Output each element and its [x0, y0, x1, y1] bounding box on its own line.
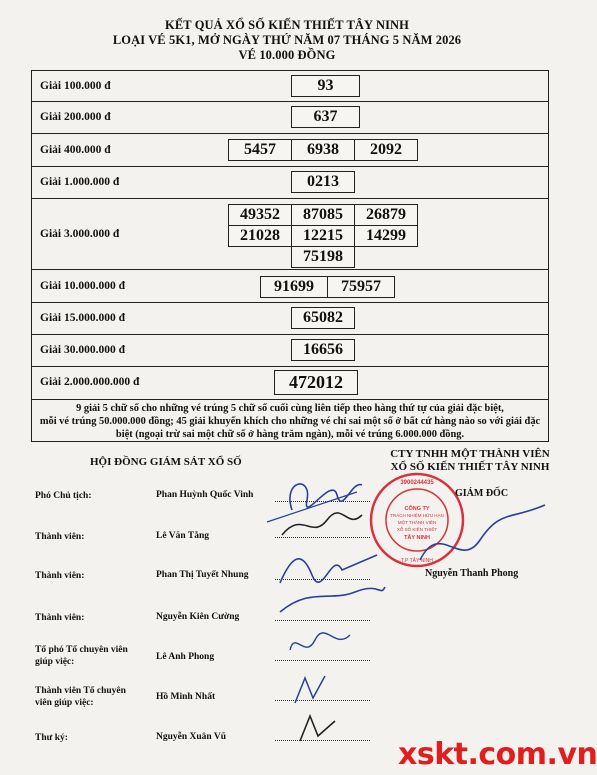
member-name: Lê Văn Tằng: [156, 531, 209, 541]
prize-number: 12215: [291, 225, 355, 247]
signature-director-icon: [410, 500, 550, 575]
note-line: 9 giải 5 chữ số cho những vé trúng 5 chữ số cuối cùng liên tiếp theo hàng thứ tự của giải đặc biệt,: [76, 403, 504, 414]
signature-vice-chairman-icon: [262, 470, 367, 525]
company-stamp-icon: [367, 470, 467, 570]
prize-row: [32, 167, 548, 199]
prize-row: [32, 134, 548, 167]
prize-label: Giải 3.000.000 đ: [40, 228, 120, 240]
company-line: XỔ SỐ KIẾN THIẾT TÂY NINH: [390, 461, 550, 473]
note-line: mỗi vé trúng 50.000.000 đồng; 45 giải khuyến khích cho những vé chỉ sai một số ở bất cứ hàng nào so với giải đặc: [39, 416, 541, 427]
member-role: Thành viên Tổ chuyên viên giúp việc:: [35, 686, 126, 708]
prize-row: [32, 102, 548, 134]
note-line: biệt (ngoại trừ sai một chữ số ở hàng trăm ngàn), mỗi vé trúng 6.000.000 đồng.: [115, 429, 465, 440]
member-name: Hồ Minh Nhất: [156, 692, 216, 702]
svg-text:CÔNG TY: CÔNG TY: [404, 506, 430, 512]
member-role: Thành viên:: [35, 613, 85, 623]
member-role: Thư ký:: [35, 733, 68, 743]
svg-text:T.P TÂY NINH: T.P TÂY NINH: [401, 558, 433, 564]
member-name: Nguyễn Kiên Cường: [156, 612, 240, 622]
signature-line: [275, 659, 370, 661]
signature-line: [275, 500, 370, 502]
prize-number: 637: [291, 106, 360, 128]
signature-line: [275, 578, 370, 580]
prize-label: Giải 1.000.000 đ: [40, 176, 120, 188]
prize-label: Giải 30.000.000 đ: [40, 344, 125, 356]
prize-table: [31, 70, 549, 400]
prize-label: Giải 15.000.000 đ: [40, 312, 125, 324]
prize-row: [32, 335, 548, 367]
site-watermark: xskt.com.vn: [398, 737, 597, 772]
prize-row: [32, 303, 548, 335]
prize-label: Giải 10.000.000 đ: [40, 280, 125, 292]
member-role: Phó Chủ tịch:: [35, 491, 92, 501]
prize-number: 87085: [291, 204, 355, 226]
special-prize-number: 472012: [274, 370, 358, 395]
member-name: Phan Thị Tuyết Nhung: [156, 570, 249, 580]
prize-label: Giải 2.000.000.000 đ: [40, 376, 140, 388]
sheet-header: [0, 18, 574, 63]
signature-line: [275, 739, 370, 741]
svg-text:TRÁCH NHIỆM HỮU HẠN: TRÁCH NHIỆM HỮU HẠN: [390, 513, 444, 518]
signature-line: [275, 699, 370, 701]
svg-text:3900244435: 3900244435: [400, 480, 434, 486]
member-name: Nguyễn Xuân Vũ: [156, 732, 227, 742]
prize-number: 6938: [291, 139, 355, 161]
header-price: VÉ 10.000 ĐỒNG: [238, 48, 336, 62]
prize-number: 75198: [291, 246, 355, 268]
member-role: Tổ phó Tổ chuyên viên giúp việc:: [35, 645, 128, 667]
prize-row: [32, 71, 548, 102]
prize-number: 93: [291, 75, 360, 97]
member-name: Phan Huỳnh Quốc Vinh: [156, 490, 254, 500]
director-title: GIÁM ĐỐC: [455, 488, 509, 499]
prize-number: 26879: [354, 204, 418, 226]
prize-number: 2092: [354, 139, 418, 161]
prize-number: 0213: [291, 171, 355, 193]
signature-member-icon: [270, 582, 390, 622]
prize-number: 5457: [228, 139, 292, 161]
signature-member-icon: [272, 545, 382, 590]
prize-label: Giải 100.000 đ: [40, 80, 111, 92]
prize-number: 21028: [228, 225, 292, 247]
prize-label: Giải 400.000 đ: [40, 144, 111, 156]
council-title: HỘI ĐỒNG GIÁM SÁT XỔ SỐ: [90, 456, 242, 468]
header-ticket-type: LOẠI VÉ 5K1, MỞ NGÀY THỨ NĂM 07 THÁNG 5 NĂM 2026: [112, 33, 462, 47]
company-line: CTY TNHH MỘT THÀNH VIÊN: [390, 448, 550, 460]
prize-row: [32, 270, 548, 303]
header-title: KẾT QUẢ XỔ SỐ KIẾN THIẾT TÂY NINH: [165, 18, 409, 32]
prize-number: 65082: [291, 307, 355, 329]
signature-line: [275, 619, 370, 621]
prize-row-special: [32, 367, 548, 399]
prize-label: Giải 200.000 đ: [40, 111, 111, 123]
member-role: Thành viên:: [35, 571, 85, 581]
svg-text:MỘT THÀNH VIÊN: MỘT THÀNH VIÊN: [397, 520, 437, 525]
prize-number: 16656: [291, 339, 355, 361]
prize-number: 75957: [327, 276, 395, 298]
prize-row: [32, 199, 548, 270]
prize-number: 49352: [228, 204, 292, 226]
svg-text:TÂY NINH: TÂY NINH: [404, 535, 430, 541]
member-role: Thành viên:: [35, 532, 85, 542]
member-name: Lê Anh Phong: [156, 652, 215, 662]
prize-number: 14299: [354, 225, 418, 247]
prize-note: [31, 400, 549, 442]
company-title: [380, 448, 560, 474]
prize-number: 91699: [260, 276, 328, 298]
director-name: Nguyễn Thanh Phong: [425, 568, 519, 579]
signature-member-icon: [272, 505, 372, 545]
svg-text:XỔ SỐ KIẾN THIẾT: XỔ SỐ KIẾN THIẾT: [396, 527, 438, 532]
signature-member-icon: [285, 668, 345, 708]
signature-line: [275, 536, 370, 538]
